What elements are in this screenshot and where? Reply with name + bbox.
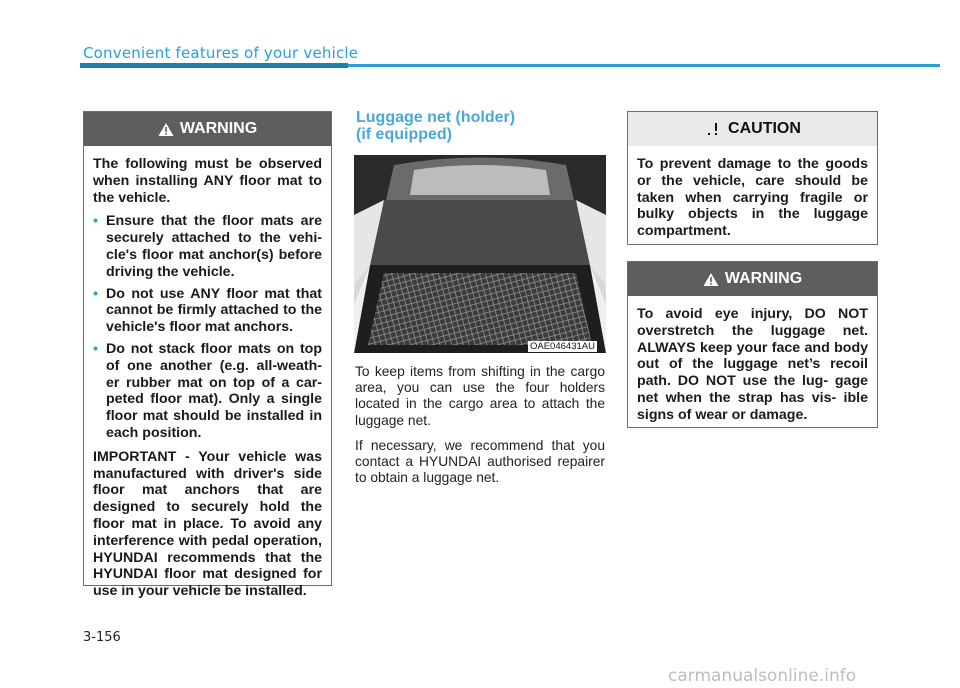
warning-bullet-list — [93, 213, 322, 441]
warning-triangle-icon — [703, 272, 719, 287]
caution-heading — [628, 112, 877, 146]
figure-code: OAE046431AU — [530, 341, 595, 352]
warning-heading-label: WARNING — [724, 270, 803, 287]
warning-triangle-icon — [158, 122, 174, 137]
running-header: Convenient features of your vehicle — [83, 44, 359, 62]
caution-text: To prevent damage to the goods or the vehicle, care should be taken when carrying fragile or bulky objects in the luggage compartment. — [637, 156, 868, 240]
cargo-area-illustration — [354, 155, 606, 353]
caution-exclamation-icon — [704, 121, 722, 137]
warning-important-note: IMPORTANT - Your vehicle was manufactured with driver's side floor mat anchors that are designed to securely hold the floor mat in place. To avoid any interference with pedal operation, HYUNDAI recommends that the HYUNDAI floor mat designed for use in your vehicle be installed. — [93, 448, 322, 600]
section-title-line1: Luggage net (holder) — [356, 109, 516, 126]
warning-text: To avoid eye injury, DO NOT overstretch the luggage net. ALWAYS keep your face and body out of the luggage net’s recoil path. DO NOT use the lug- gage net when the strap has vis- ible signs of wear or damage. — [637, 306, 868, 423]
luggage-net-warning-box — [627, 261, 878, 428]
warning-heading-label: WARNING — [179, 120, 258, 137]
section-body — [355, 364, 605, 495]
warning-heading — [628, 262, 877, 296]
watermark: carmanualsonline.info — [668, 666, 857, 686]
caution-heading-label: CAUTION — [728, 120, 801, 137]
header-rule-accent — [80, 63, 348, 68]
body-paragraph: To keep items from shifting in the cargo area, you can use the four holders located in the cargo area to attach the luggage net. — [355, 364, 605, 428]
caution-box — [627, 111, 878, 245]
warning-bullet: • Ensure that the floor mats are securely attached to the vehi- cle's floor mat anchor(s) before driving the vehicle. — [93, 213, 322, 280]
warning-intro: The following must be observed when installing ANY floor mat to the vehicle. — [93, 156, 322, 206]
section-title — [356, 109, 515, 143]
warning-bullet: • Do not stack floor mats on top of one another (e.g. all-weath- er rubber mat on top of a car- peted floor mat). Only a single floor mat should be installed in each position. — [93, 341, 322, 442]
warning-heading — [84, 112, 331, 146]
page-number: 3-156 — [83, 630, 121, 645]
luggage-net-photo — [354, 155, 606, 353]
warning-bullet: • Do not use ANY floor mat that cannot be firmly attached to the vehicle's floor mat anchors. — [93, 286, 322, 336]
body-paragraph: If necessary, we recommend that you contact a HYUNDAI authorised repairer to obtain a luggage net. — [355, 437, 605, 486]
floor-mat-warning-box — [83, 111, 332, 600]
section-title-line2: (if equipped) — [356, 126, 452, 143]
